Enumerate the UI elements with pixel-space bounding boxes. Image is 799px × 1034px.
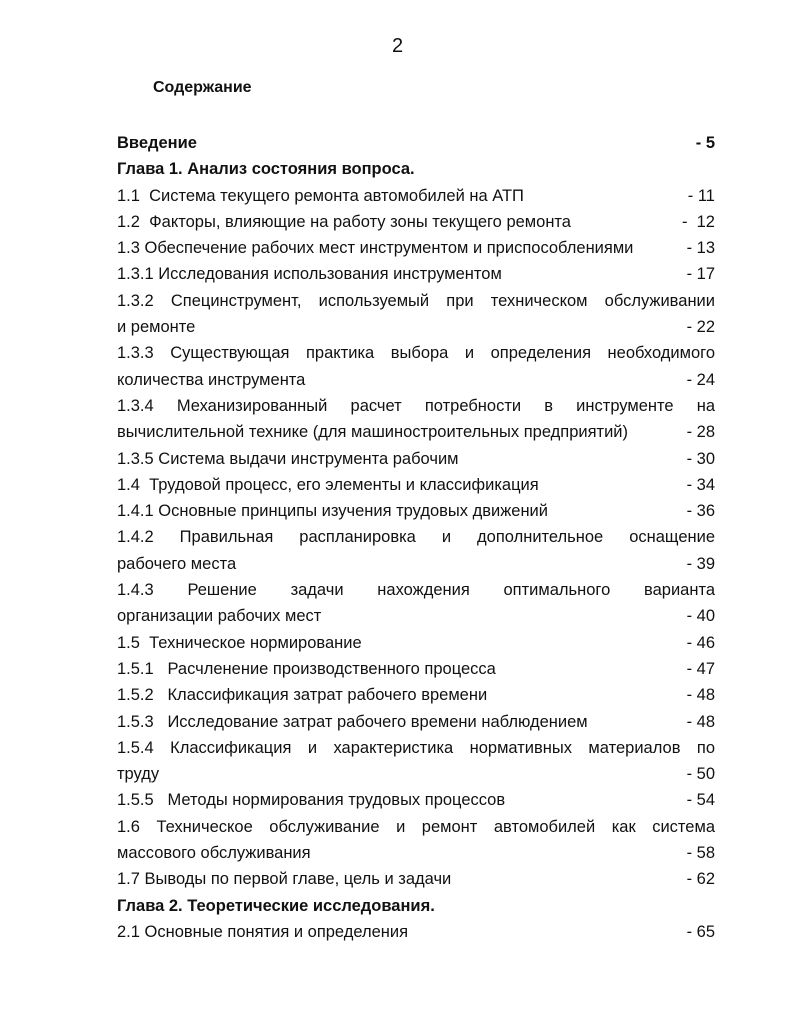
toc-entry[interactable] <box>117 709 715 735</box>
page-number: 2 <box>392 35 404 57</box>
toc-entry-text-line1: 1.3.4 Механизированный расчет потребности в инструменте на <box>117 396 715 415</box>
toc-entry-text-line2: рабочего места <box>117 554 237 573</box>
toc-chapter-2-heading[interactable] <box>117 893 715 919</box>
toc-entry-page: - 13 <box>686 239 715 258</box>
toc-entry-text-line2: труду <box>117 765 160 784</box>
toc-entry-introduction[interactable] <box>117 130 715 156</box>
toc-entry-page: - 12 <box>681 212 715 231</box>
toc-entry-page: - 11 <box>687 186 715 205</box>
toc-entry[interactable] <box>117 814 715 867</box>
toc-entry-page: - 48 <box>686 686 715 705</box>
toc-entry[interactable] <box>117 524 715 577</box>
toc-entry-text-line1: 1.5.4 Классификация и характеристика нормативных материалов по <box>117 738 715 757</box>
toc-entry-page: - 34 <box>686 475 715 494</box>
toc-entry-text: 1.3 Обеспечение рабочих мест инструментом и приспособлениями <box>117 239 634 258</box>
toc-entry-page: - 48 <box>686 712 715 731</box>
toc-entry-text: 1.3.1 Исследования использования инструментом <box>117 265 502 284</box>
toc-entry-page: - 62 <box>686 870 715 889</box>
toc-entry-text: 1.3.5 Система выдачи инструмента рабочим <box>117 449 459 468</box>
toc-entry-text-line1: 1.4.2 Правильная распланировка и дополнительное оснащение <box>117 528 715 547</box>
toc-entry-text-line1: 1.3.3 Существующая практика выбора и определения необходимого <box>117 344 715 363</box>
toc-entry[interactable] <box>117 393 715 446</box>
toc-entry-page: - 65 <box>686 922 715 941</box>
toc-entry-page: - 46 <box>686 633 715 652</box>
toc-entry-page: - 40 <box>686 607 715 626</box>
toc-entry-text-line1: 1.6 Техническое обслуживание и ремонт автомобилей как система <box>117 817 715 836</box>
toc-entry-page: - 50 <box>686 765 715 784</box>
toc-entry-text: 1.2 Факторы, влияющие на работу зоны текущего ремонта <box>117 212 571 231</box>
toc-entry-text-line1: 1.3.2 Специнструмент, используемый при техническом обслуживании <box>117 291 715 310</box>
toc-entry-page: - 22 <box>686 318 715 337</box>
toc-entry-text-line2: количества инструмента <box>117 370 306 389</box>
toc-entry-page: - 5 <box>695 134 715 152</box>
toc-entry-page: - 24 <box>686 370 715 389</box>
toc-entry-page: - 54 <box>686 791 715 810</box>
toc-entry-page: - 30 <box>686 449 715 468</box>
toc-entry[interactable] <box>117 866 715 892</box>
toc-entry-text: Глава 2. Теоретические исследования. <box>117 896 435 915</box>
toc-entry[interactable] <box>117 183 715 209</box>
toc-entry-text-line2: вычислительной технике (для машиностроительных предприятий) <box>117 423 629 442</box>
toc-entry[interactable] <box>117 288 715 341</box>
toc-entry-text: 1.5 Техническое нормирование <box>117 633 362 652</box>
toc-entry-text: 1.5.1 Расчленение производственного процесса <box>117 659 496 678</box>
toc-entry[interactable] <box>117 340 715 393</box>
toc-entry[interactable] <box>117 577 715 630</box>
toc-entry-page: - 36 <box>686 502 715 521</box>
toc-entry[interactable] <box>117 498 715 524</box>
toc-entry-text: 1.4.1 Основные принципы изучения трудовых движений <box>117 502 548 521</box>
toc-entry[interactable] <box>117 919 715 945</box>
toc-entry[interactable] <box>117 630 715 656</box>
toc-entry[interactable] <box>117 787 715 813</box>
toc-entry-text: 1.4 Трудовой процесс, его элементы и классификация <box>117 475 539 494</box>
toc-entry-text: 1.5.3 Исследование затрат рабочего времени наблюдением <box>117 712 588 731</box>
toc-entry-text: Введение <box>117 134 197 152</box>
toc-entry-text: 1.1 Система текущего ремонта автомобилей на АТП <box>117 186 524 205</box>
toc-entry-text-line2: массового обслуживания <box>117 844 311 863</box>
toc-chapter-1-heading[interactable] <box>117 156 715 182</box>
toc-entry[interactable] <box>117 446 715 472</box>
toc-entry-text: 2.1 Основные понятия и определения <box>117 922 409 941</box>
toc-title: Содержание <box>153 79 252 96</box>
toc-entry[interactable] <box>117 656 715 682</box>
toc-entry-page: - 17 <box>686 265 715 284</box>
toc-entry[interactable] <box>117 735 715 788</box>
table-of-contents <box>117 130 715 945</box>
toc-entry[interactable] <box>117 472 715 498</box>
toc-entry-page: - 58 <box>686 844 715 863</box>
toc-entry-text: 1.5.5 Методы нормирования трудовых процессов <box>117 791 506 810</box>
toc-entry-page: - 39 <box>686 554 715 573</box>
toc-entry-page: - 47 <box>686 659 715 678</box>
toc-entry-page: - 28 <box>686 423 715 442</box>
toc-entry-text-line1: 1.4.3 Решение задачи нахождения оптимального варианта <box>117 581 715 600</box>
toc-entry[interactable] <box>117 682 715 708</box>
toc-entry-text-line2: и ремонте <box>117 318 196 337</box>
toc-entry[interactable] <box>117 209 715 235</box>
toc-entry-text-line2: организации рабочих мест <box>117 607 322 626</box>
toc-entry[interactable] <box>117 261 715 287</box>
toc-entry-text: 1.5.2 Классификация затрат рабочего времени <box>117 686 488 705</box>
toc-entry-text: 1.7 Выводы по первой главе, цель и задачи <box>117 870 452 889</box>
toc-entry-text: Глава 1. Анализ состояния вопроса. <box>117 160 415 179</box>
toc-entry[interactable] <box>117 235 715 261</box>
